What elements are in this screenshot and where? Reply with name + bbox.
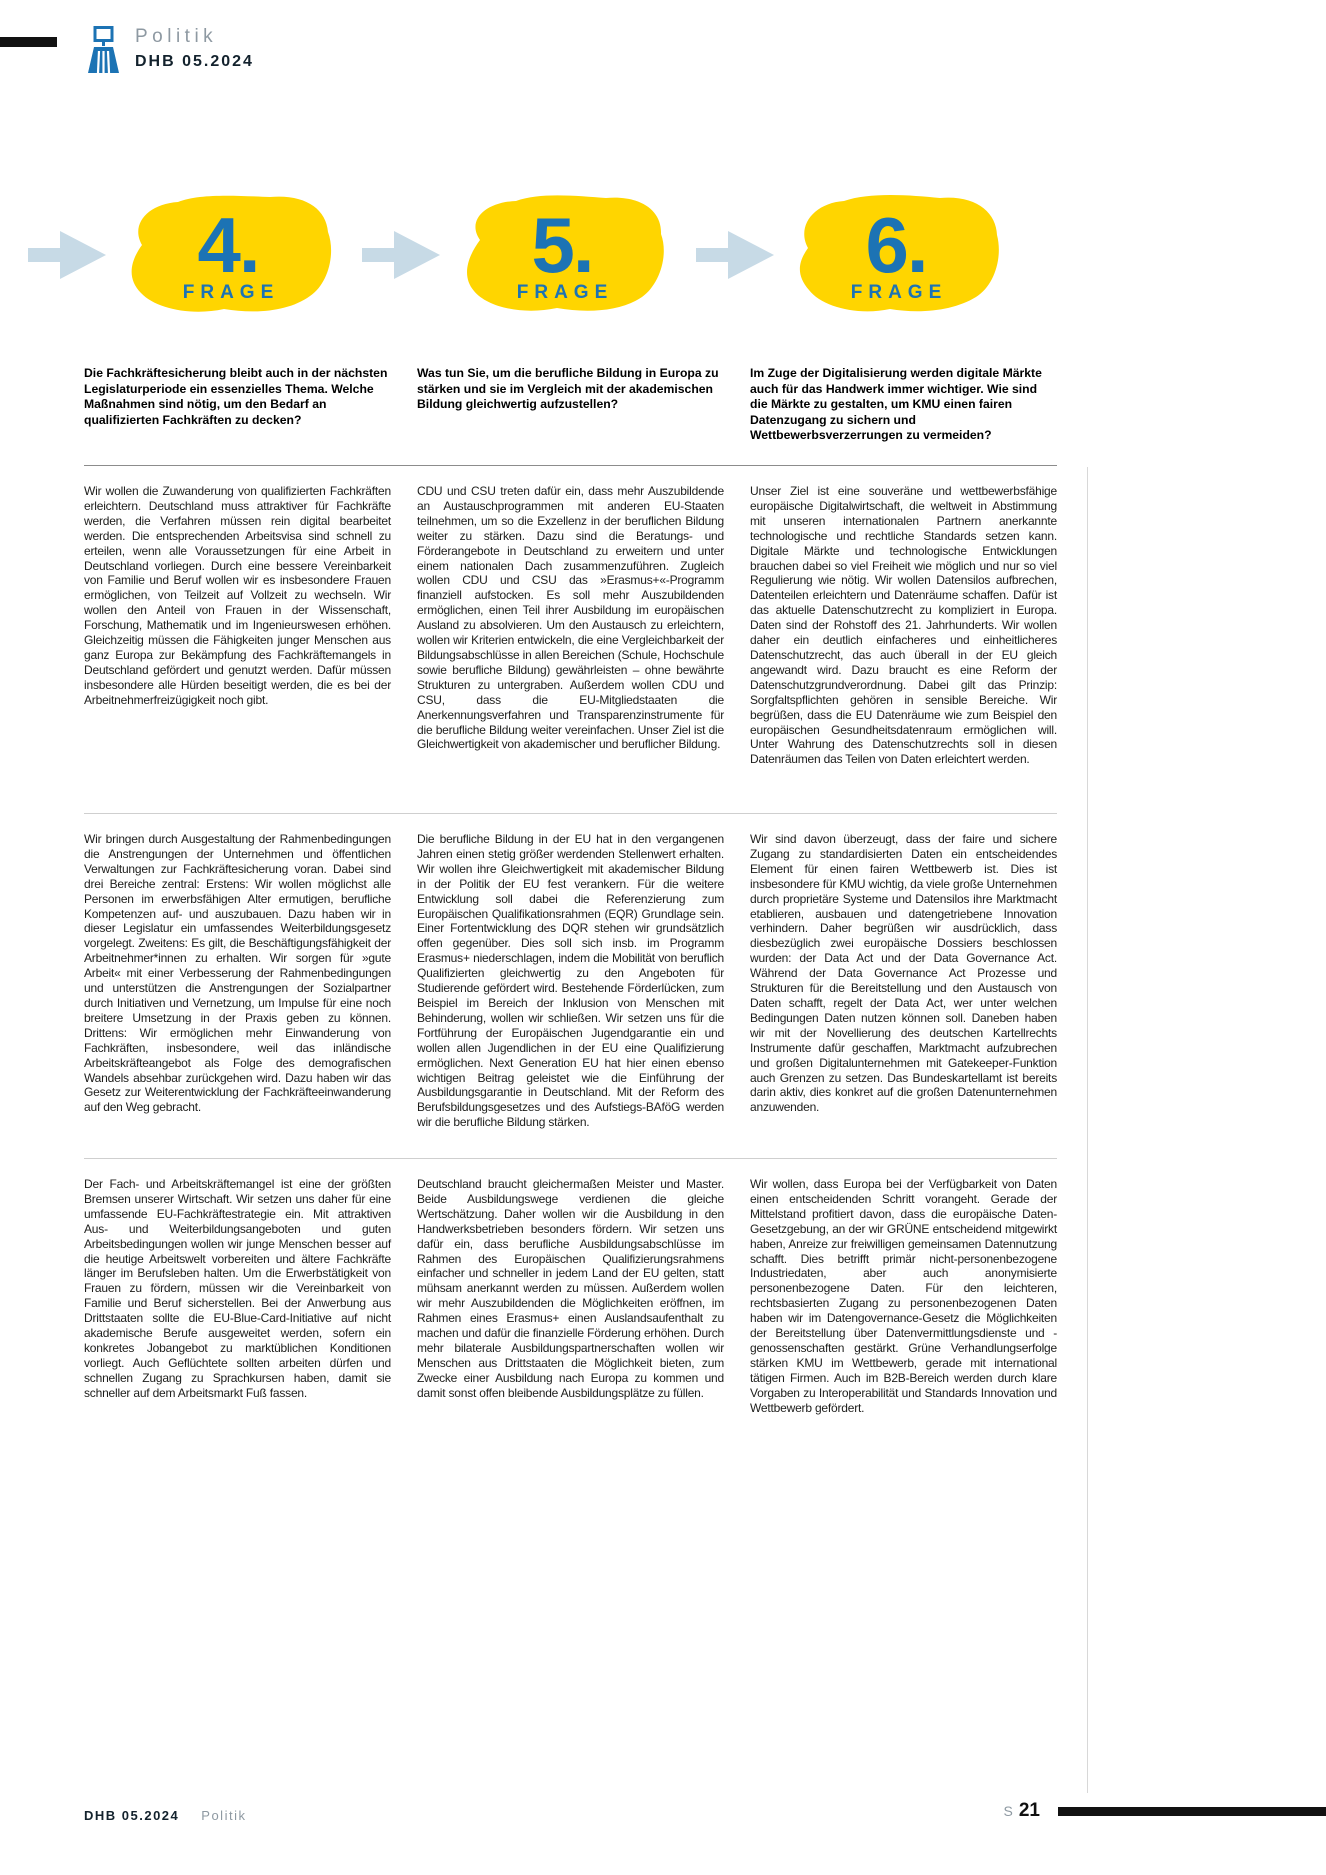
answer-cell: Unser Ziel ist eine souveräne und wettbewerbsfähige europäische Digitalwirtschaft, die weltweit in Abstimmung mit unseren internationalen Partnern anerkannte technologische und rechtliche Standards setzen kann. Digitale Märkte und technologische Entwicklungen brauchen dabei so viel Freiheit wie möglich und nur so viel Regulierung wie nötig. Wir wollen Datensilos aufbrechen, Datenteilen erleichtern und Datenräume schaffen. Dafür ist das aktuelle Datenschutzrecht zu kompliziert in Europa. Daten sind der Rohstoff des 21. Jahrhunderts. Wir wollen daher ein deutlich einfacheres und einheitlicheres Datenschutzrecht, das auch überall in der EU gleich angewandt wird. Dazu braucht es eine Reform der Datenschutzgrundverordnung. Dabei gilt das Prinzip: Sorgfaltspflichten gehören in sensible Bereiche. Wir begrüßen, dass die EU Datenräume wie zum Beispiel den europäischen Gesundheitsdatenraum ermöglichen will. Unter Wahrung des Datenschutzrechts soll in diesen Datenräumen das Teilen von Daten erleichtert werden. bbox=[750, 484, 1057, 767]
footer-section: Politik bbox=[201, 1808, 247, 1823]
question-splash bbox=[122, 190, 334, 320]
answer-cell: Deutschland braucht gleichermaßen Meister und Master. Beide Ausbildungswege verdienen die gleiche Wertschätzung. Daher wollen wir die Ausbildung in den Handwerksbetrieben besonders fördern. Wir setzen uns dafür ein, dass berufliche Ausbildungsabschlüsse im Rahmen des Europäischen Qualifizierungsrahmens einfacher und schneller in jedem Land der EU gelten, statt mühsam anerkannt werden zu müssen. Außerdem wollen wir mehr Auszubildenden die Möglichkeiten eröffnen, im Rahmen eines Erasmus+ einen Auslandsaufenthalt zu machen und dafür die finanzielle Förderung erhöhen. Durch mehr bilaterale Ausbildungspartnerschaften wollen wir Menschen aus Drittstaaten die Möglichkeit bieten, zum Zwecke einer Ausbildung nach Europa zu kommen und damit sonst offen bleibende Ausbildungsplätze zu füllen. bbox=[417, 1177, 724, 1400]
question-block-6 bbox=[696, 190, 1032, 320]
masthead bbox=[84, 26, 254, 74]
frage-label: FRAGE bbox=[516, 282, 614, 304]
page-number-prefix: S bbox=[1003, 1803, 1013, 1819]
answer-cell: Der Fach- und Arbeitskräftemangel ist eine der größten Bremsen unserer Wirtschaft. Wir setzen uns daher für eine umfassende EU-Fachkräftestrategie ein. Mit attraktiven Aus- und Weiterbildungsangeboten und guten Arbeitsbedingungen wollen wir junge Menschen besser auf die heutige Arbeitswelt vorbereiten und ältere Fachkräfte länger im Berufsleben halten. Um die Erwerbstätigkeit von Frauen zu fördern, müssen wir die Vereinbarkeit von Familie und Beruf sicherstellen. Bei der Anwerbung aus Drittstaaten sollte die EU-Blue-Card-Initiative auf nicht akademische Berufe ausgeweitet werden, sofern ein konkretes Jobangebot zu marktüblichen Konditionen vorliegt. Auch Geflüchtete sollten arbeiten dürfen und schnellen Zugang zu Sprachkursen haben, damit sie schneller auf dem Arbeitsmarkt Fuß fassen. bbox=[84, 1177, 391, 1400]
frage-label: FRAGE bbox=[850, 282, 948, 304]
frage-label: FRAGE bbox=[182, 282, 280, 304]
page-number: 21 bbox=[1018, 1800, 1040, 1821]
question-block-4 bbox=[28, 190, 364, 320]
footer-issue: DHB 05.2024 bbox=[84, 1808, 180, 1823]
answer-cell: CDU und CSU treten dafür ein, dass mehr Auszubildende an Austauschprogrammen mit anderen EU-Staaten teilnehmen, um so die Exzellenz in der beruflichen Bildung weiter zu stärken. Dazu sind die Beratungs- und Förderangebote in Deutschland zu erweitern und unter einem nationalen Dach zusammenzuführen. Zugleich wollen CDU und CSU das »Erasmus+«-Programm finanziell aufstocken. Es soll mehr Auszubildenden ermöglichen, einen Teil ihrer Ausbildung im europäischen Ausland zu absolvieren. Um den Austausch zu erleichtern, wollen wir Kriterien entwickeln, die eine Vergleichbarkeit der Bildungsabschlüsse in allen Bereichen (Schule, Hochschule sowie berufliche Bildung) gewährleisten – ohne bewährte Strukturen zu untergraben. Außerdem wollen CDU und CSU, dass die EU-Mitgliedstaaten die Anerkennungsverfahren und Transparenzinstrumente für die berufliche Bildung weiter vereinfachen. Unser Ziel ist die Gleichwertigkeit von akademischer und beruflicher Bildung. bbox=[417, 484, 724, 752]
footer-end-bar bbox=[1058, 1807, 1326, 1816]
question-splash bbox=[790, 190, 1002, 320]
masthead-section: Politik bbox=[135, 26, 218, 47]
answer-row-2 bbox=[84, 813, 1057, 1158]
question-text-5: Was tun Sie, um die berufliche Bildung in Europa zu stärken und sie im Vergleich mit der akademischen Bildung gleichwertig aufzustellen? bbox=[417, 366, 719, 412]
answers-section bbox=[84, 465, 1057, 1508]
answer-cell: Wir wollen, dass Europa bei der Verfügbarkeit von Daten einen entscheidenden Schritt vorangeht. Gerade der Mittelstand profitiert davon, dass die europäische Daten-Gesetzgebung, an der wir GRÜNE entscheidend mitgewirkt haben, Anreize zur freiwilligen gemeinsamen Datennutzung schafft. Dies betrifft primär nicht-personenbezogene Industriedaten, aber auch anonymisierte personenbezogene Daten. Für den leichteren, rechtsbasierten Zugang zu personenbezogenen Daten haben wir im Datengovernance-Gesetz die Möglichkeiten der Bereitstellung über Datenvermittlungsdienste und -genossenschaften gestärkt. Grüne Verhandlungserfolge stärken KMU im Wettbewerb, gerade mit international tätigen Firmen. Auch im B2B-Bereich werden durch klare Vorgaben zu Interoperabilität und Standards Innovation und Wettbewerb gefördert. bbox=[750, 1177, 1057, 1415]
footer-right bbox=[1004, 1800, 1326, 1822]
arrow-right-icon bbox=[362, 231, 440, 279]
footer-left bbox=[84, 1808, 246, 1823]
question-splash bbox=[456, 190, 668, 320]
question-number: 6. bbox=[865, 200, 927, 289]
right-margin-rule bbox=[1087, 467, 1088, 1793]
masthead-issue: DHB 05.2024 bbox=[135, 53, 254, 70]
question-block-5 bbox=[362, 190, 698, 320]
answer-row-1 bbox=[84, 466, 1057, 813]
arrow-right-icon bbox=[28, 231, 106, 279]
answer-cell: Die berufliche Bildung in der EU hat in den vergangenen Jahren einen stetig größer werdenden Stellenwert erhalten. Wir wollen ihre Gleichwertigkeit mit akademischer Bildung in der Politik der EU fest verankern. Für die weitere Entwicklung soll dabei die Referenzierung zum Europäischen Qualifikationsrahmen (EQR) Grundlage sein. Einer Fortentwicklung des DQR stehen wir grundsätzlich offen gegenüber. Dies soll sich insb. im Programm Erasmus+ niederschlagen, indem die Mobilität von beruflich Qualifizierten gleichwertig zu den Angeboten für Studierende gefördert wird. Bestehende Förderlücken, zum Beispiel im Bereich der Inklusion von Menschen mit Behinderung, wollen wir schließen. Wir setzen uns für die Fortführung der Europäischen Jugendgarantie ein und wollen allen Jugendlichen in der EU eine Qualifizierung ermöglichen. Next Generation EU hat hier einen ebenso wichtigen Beitrag geleistet wie die Einführung der Ausbildungsgarantie in Deutschland. Mit der Reform des Berufsbildungsgesetzes und des Aufstiegs-BAföG werden wir die berufliche Bildung stärken. bbox=[417, 832, 724, 1130]
answer-cell: Wir bringen durch Ausgestaltung der Rahmenbedingungen die Anstrengungen der Unternehmen und öffentlichen Verwaltungen zur Fachkräftesicherung voran. Dabei sind drei Bereiche zentral: Erstens: Wir wollen möglichst alle Personen im erwerbsfähigen Alter ermutigen, berufliche Kompetenzen auf- und auszubauen. Dazu haben wir in dieser Legislatur ein umfassendes Weiterbildungsgesetz vorgelegt. Zweitens: Es gilt, die Beschäftigungsfähigkeit der Arbeitnehmer*innen zu erhalten. Wir sorgen für »gute Arbeit« mit einer Verbesserung der Rahmenbedingungen und unterstützen die Anstrengungen der Sozialpartner durch Initiativen und Vernetzung, um Impulse für eine noch breitere Umsetzung in der Praxis geben zu können. Drittens: Wir ermöglichen mehr Einwanderung von Fachkräften, insbesondere, weil das inländische Arbeitskräfteangebot als Folge des demografischen Wandels absehbar zurückgehen wird. Dazu haben wir das Gesetz zur Weiterentwicklung der Fachkräfteeinwanderung auf den Weg gebracht. bbox=[84, 832, 391, 1115]
dhb-logo-icon bbox=[84, 26, 122, 74]
answer-cell: Wir wollen die Zuwanderung von qualifizierten Fachkräften erleichtern. Deutschland muss attraktiver für Fachkräfte werden, die Verfahren müssen rein digital bearbeitet werden. Die entsprechenden Arbeitsvisa sind schnell zu erteilen, wenn alle Voraussetzungen für eine Arbeit in Deutschland vorliegen. Durch eine bessere Vereinbarkeit von Familie und Beruf wollen wir es insbesondere Frauen ermöglichen, von Teilzeit auf Vollzeit zu wechseln. Wir wollen den Anteil von Frauen in der Wissenschaft, Forschung, Mathematik und im Ingenieurswesen erhöhen. Gleichzeitig müssen die Fähigkeiten junger Menschen aus ganz Europa zur Bekämpfung des Fachkräftemangels in Deutschland gefördert und genutzt werden. Dafür müssen insbesondere alle Hürden beseitigt werden, die es bei der Arbeitnehmerfreizügigkeit noch gibt. bbox=[84, 484, 391, 707]
question-text-4: Die Fachkräftesicherung bleibt auch in der nächsten Legislaturperiode ein essenzielles Thema. Welche Maßnahmen sind nötig, um den Bedarf an qualifizierten Fachkräften zu decken? bbox=[84, 366, 388, 427]
answer-row-3 bbox=[84, 1158, 1057, 1508]
question-number: 4. bbox=[197, 200, 259, 289]
answer-cell: Wir sind davon überzeugt, dass der faire und sichere Zugang zu standardisierten Daten ein entscheidendes Element für einen fairen Wettbewerb ist. Dies ist insbesondere für KMU wichtig, da viele große Unternehmen durch proprietäre Systeme und Datensilos ihre Marktmacht etablieren, ausbauen und datengetriebene Innovation verhindern. Daher begrüßen wir ausdrücklich, dass diesbezüglich zwei europäische Dossiers beschlossen wurden: der Data Act und der Data Governance Act. Während der Data Governance Act Prozesse und Strukturen für die Bereitstellung und den Austausch von Daten schafft, regelt der Data Act, wer unter welchen Bedingungen Daten nutzen können soll. Daneben haben wir mit der Novellierung des deutschen Kartellrechts Instrumente dafür geschaffen, Marktmacht aufzubrechen und großen Digitalunternehmen mit Gatekeeper-Funktion auch Grenzen zu setzen. Das Bundeskartellamt ist bereits darin aktiv, dies konkret auf die großen Datenunternehmen anzuwenden. bbox=[750, 832, 1057, 1115]
arrow-right-icon bbox=[696, 231, 774, 279]
question-text-6: Im Zuge der Digitalisierung werden digitale Märkte auch für das Handwerk immer wichtiger. Wie sind die Märkte zu gestalten, um KMU einen fairen Datenzugang zu sichern und Wettbewerbsverzerrungen zu vermeiden? bbox=[750, 366, 1042, 443]
top-edge-bar bbox=[0, 37, 57, 47]
question-number: 5. bbox=[531, 200, 593, 289]
